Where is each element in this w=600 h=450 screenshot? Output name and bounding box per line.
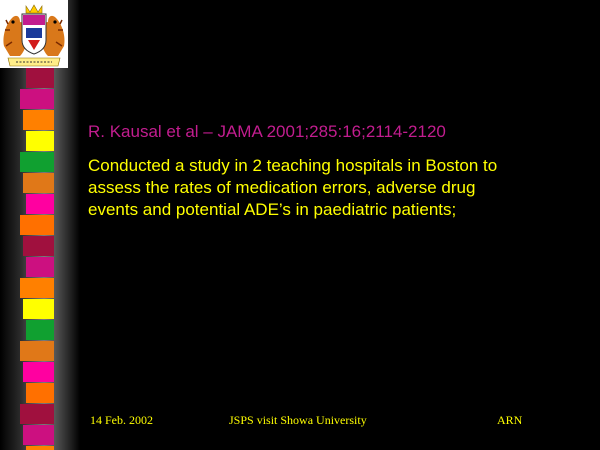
- stripe-segment: [20, 215, 54, 235]
- stripe-segment: [23, 236, 54, 256]
- footer-title: JSPS visit Showa University: [229, 413, 367, 427]
- stripe-segment: [23, 173, 54, 193]
- stripe-segment: [20, 152, 54, 172]
- stripe-segment: [23, 110, 54, 130]
- stripe-segment: [26, 131, 54, 151]
- stripe-segment: [26, 320, 54, 340]
- university-crest-icon: [0, 0, 68, 68]
- stripe-segment: [23, 299, 54, 319]
- footer-date: 14 Feb. 2002: [90, 413, 153, 427]
- stripe-segment: [20, 89, 54, 109]
- stripe-segment: [20, 278, 54, 298]
- stripe-segment: [26, 446, 54, 450]
- stripe-segment: [26, 194, 54, 214]
- stripe-segment: [23, 362, 54, 382]
- stripe-segment: [26, 68, 54, 88]
- slide-heading: R. Kausal et al – JAMA 2001;285:16;2114-2120: [88, 122, 446, 141]
- footer-author: ARN: [497, 413, 523, 427]
- stripe-segment: [20, 404, 54, 424]
- slide-body-text: Conducted a study in 2 teaching hospitals in Boston to assess the rates of medication errors, adverse drug events and potential ADE’s in paediatric patients;: [88, 156, 498, 219]
- stripe-segment: [26, 257, 54, 277]
- stripe-segment: [20, 341, 54, 361]
- stripe-segment: [26, 383, 54, 403]
- stripe-segment: [23, 425, 54, 445]
